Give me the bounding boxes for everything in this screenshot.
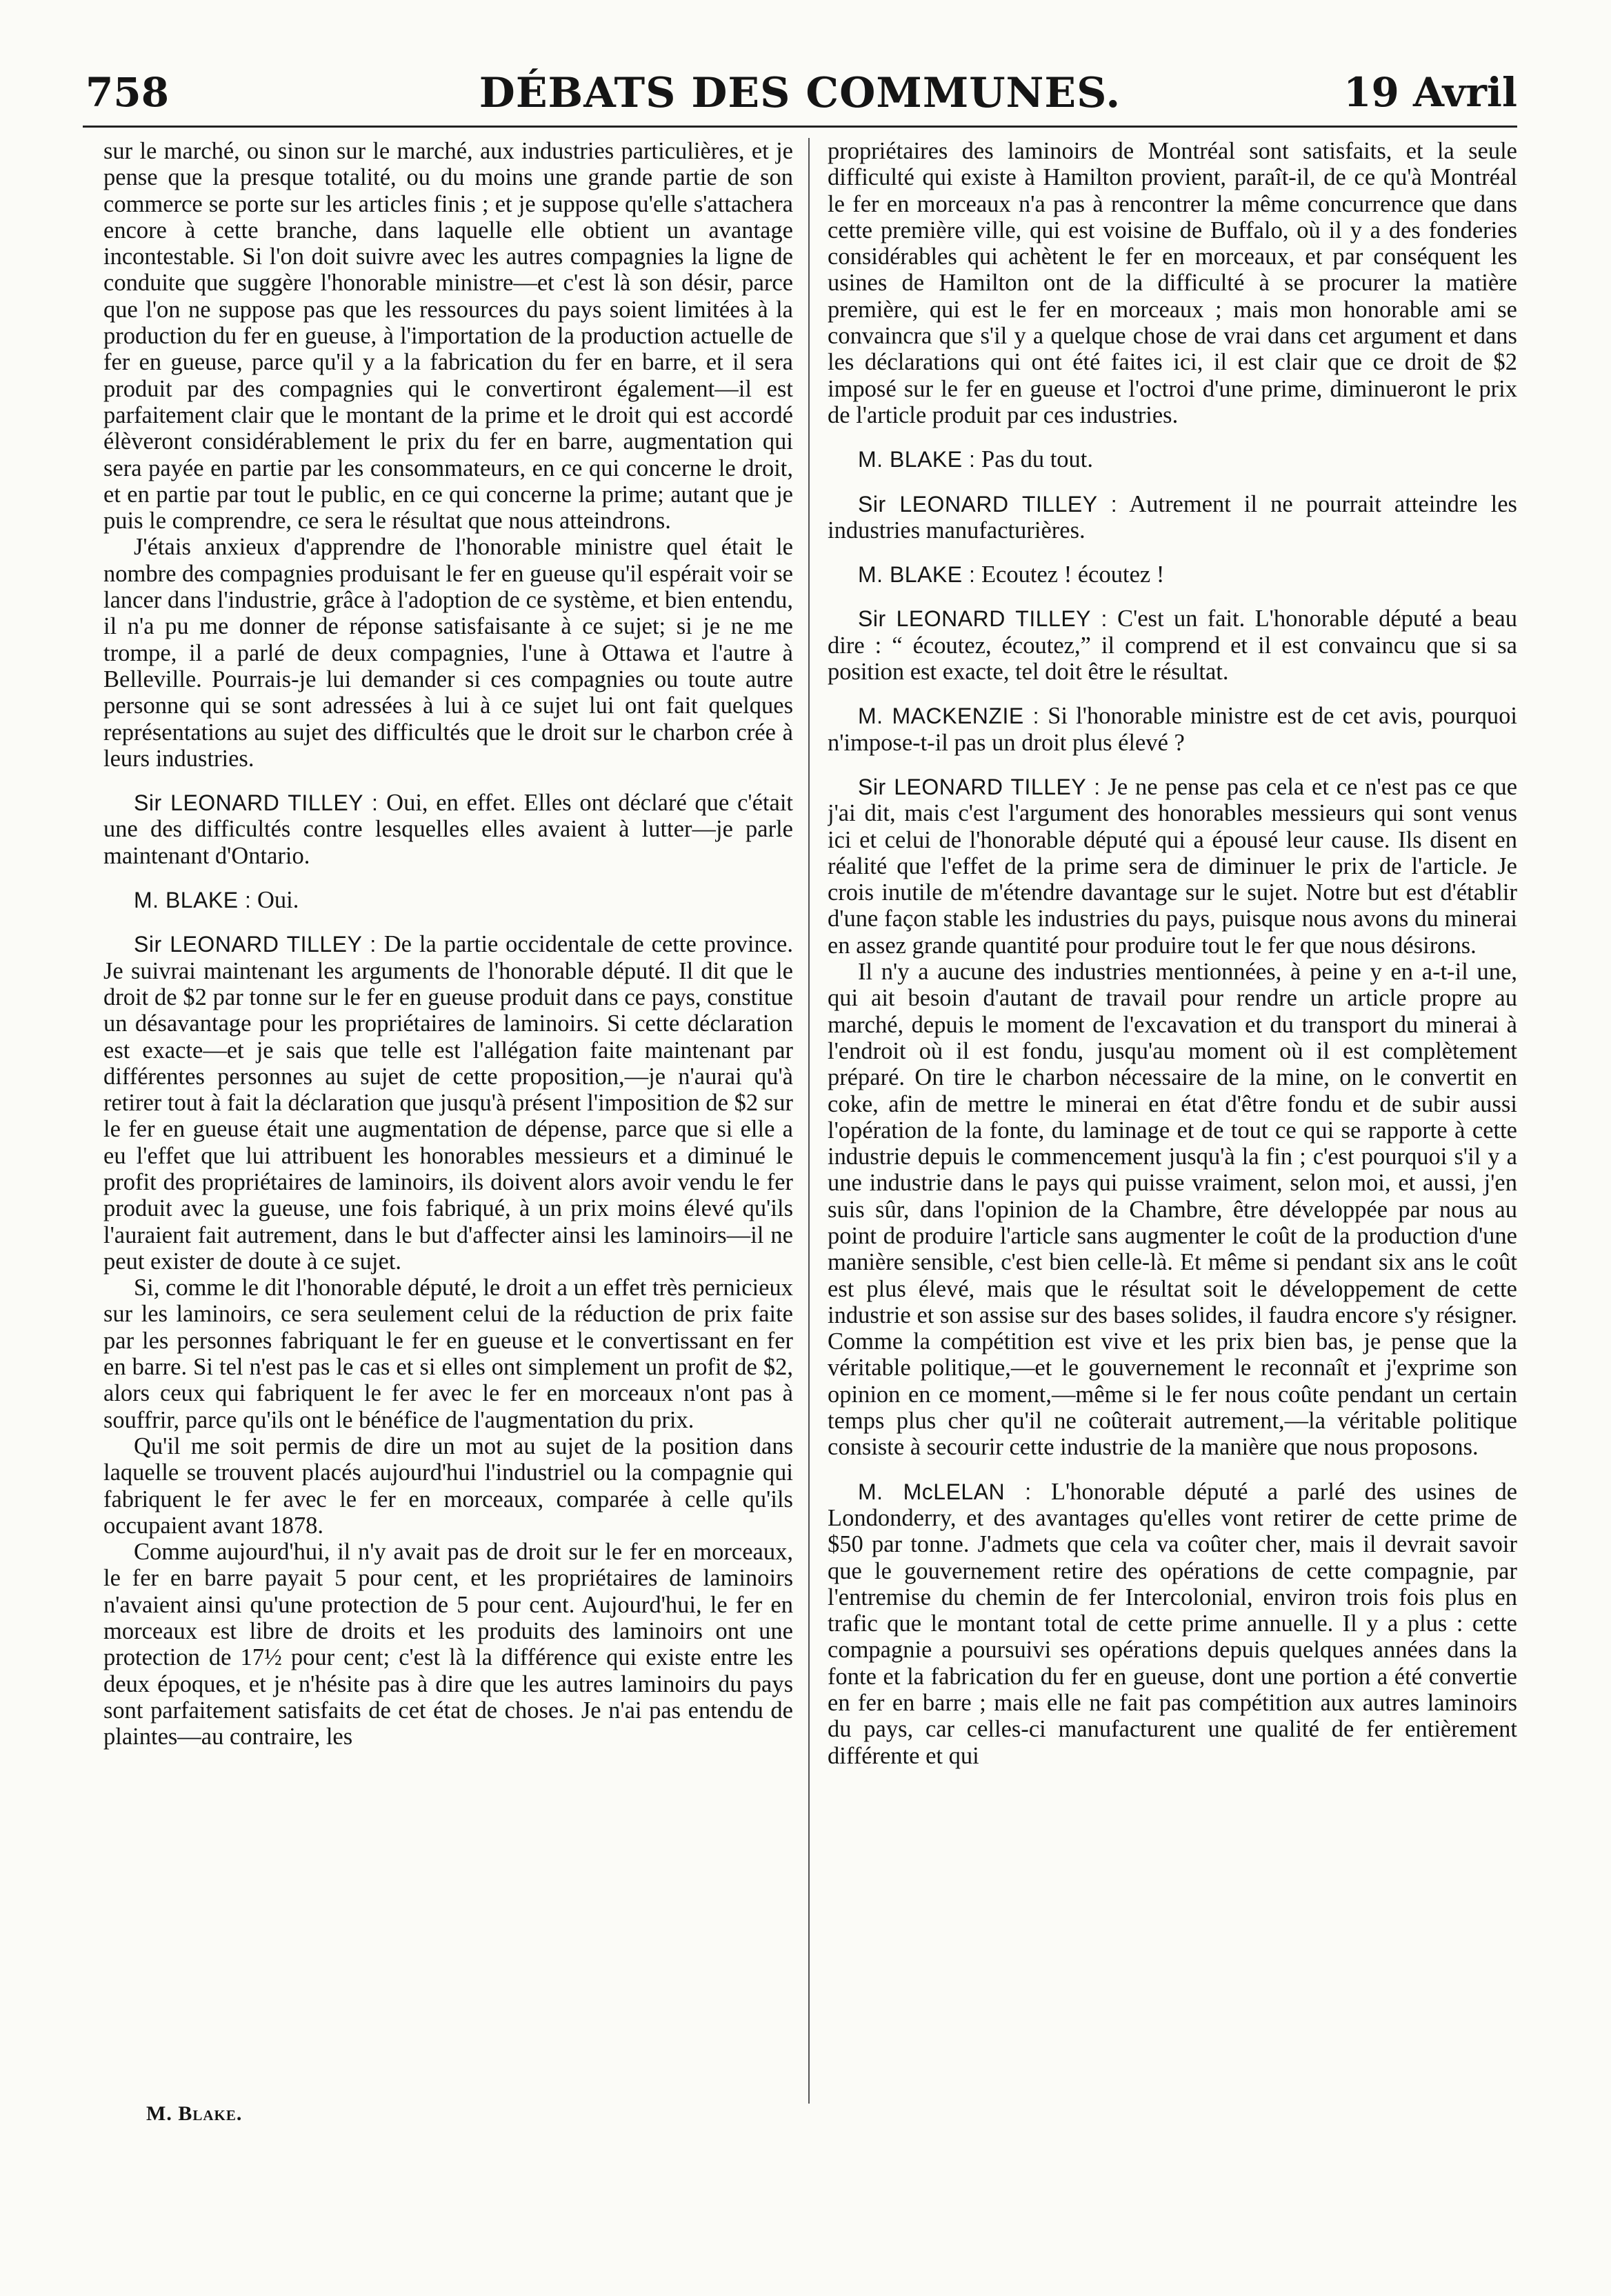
- page-number: 758: [86, 69, 170, 116]
- paragraph: [103, 1433, 793, 1539]
- speaker-name: Sir LEONARD TILLEY :: [858, 774, 1101, 799]
- column-divider: [808, 138, 810, 2104]
- paragraph-text: Comme aujourd'hui, il n'y avait pas de droit sur le fer en morceaux, le fer en barre payait 5 pour cent, et les propriétaires de laminoirs n'avaient ainsi qu'une protection de 5 pour cent. Aujourd'hui, le fer en morceaux est libre de droits et les produits des laminoirs ont une protection de 17½ pour cent; c'est là la différence qui existe entre les deux époques, et je n'hésite pas à dire que les autres laminoirs du pays sont parfaitement satisfaits de cet état de choses. Je n'ai pas entendu de plaintes—au contraire, les: [103, 1539, 793, 1750]
- paragraph-text: C'est un fait. L'honorable député a beau dire : “ écoutez, écoutez,” il comprend et il est convaincu que si sa position est exacte, tel doit être le résultat.: [828, 606, 1517, 686]
- speaker-name: Sir LEONARD TILLEY :: [858, 491, 1118, 517]
- paragraph: [828, 138, 1517, 428]
- paragraph-text: Si, comme le dit l'honorable député, le droit a un effet très pernicieux sur les laminoirs, ce sera seulement celui de la réduction de prix faite par les personnes fabriquant le fer en gueuse et le convertissant en fer en barre. Si tel n'est pas le cas et si elles ont simplement un profit de $2, alors ceux qui fabriquent le fer avec le fer en morceaux n'ont pas à souffrir, parce qu'ils ont le bénéfice de l'augmentation du prix.: [103, 1275, 793, 1433]
- paragraph-text: Je ne pense pas cela et ce n'est pas ce que j'ai dit, mais c'est l'argument des honorables messieurs qui sont venus ici et celui de l'honorable député qui a épousé leur cause. Ils disent en réalité que l'effet de la prime sera de diminuer le prix de l'article. Je crois inutile de m'étendre davantage sur le sujet. Notre but est d'établir d'une façon stable les industries du pays, puisque nous avons du minerai en assez grande quantité pour produire tout le fer que nous désirons.: [828, 773, 1517, 959]
- page-title: DÉBATS DES COMMUNES.: [479, 69, 1121, 117]
- speech-paragraph: [103, 931, 793, 1275]
- paragraph-text: Qu'il me soit permis de dire un mot au sujet de la position dans laquelle se trouvent placés aujourd'hui l'industriel ou la compagnie qui fabriquent le fer avec le fer en morceaux, comparée à celle qu'ils occupaient avant 1878.: [103, 1432, 793, 1539]
- speaker-name: Sir LEONARD TILLEY :: [134, 790, 379, 816]
- paragraph: [103, 534, 793, 772]
- paragraph-text: sur le marché, ou sinon sur le marché, aux industries particulières, et je pense que la presque totalité, ou du moins une grande partie de son commerce se porte sur les articles finis ; et je suppose qu'elle s'attachera encore à cette branche, dans laquelle elle obtient un avantage incontestable. Si l'on doit suivre avec les autres compagnies la ligne de conduite que suggère l'honorable ministre—et c'est là son désir, parce que l'on ne suppose pas que les ressources du pays soient limitées à la production du fer en gueuse, à l'importation de la production actuelle de fer en gueuse, parce qu'il y a la fabrication du fer en barre, et il sera produit par des compagnies qui le convertiront également—il est parfaitement clair que le montant de la prime et le droit qui est accordé élèveront considérablement le prix du fer en barre, augmentation qui sera payée en partie par les consommateurs, en ce qui concerne le droit, et en partie par tout le public, en ce qui concerne la prime; autant que je puis le comprendre, ce sera le résultat que nous atteindrons.: [103, 138, 793, 535]
- speaker-name: M. BLAKE :: [858, 562, 976, 588]
- speaker-name: M. BLAKE :: [858, 447, 976, 472]
- paragraph-text: Oui, en effet. Elles ont déclaré que c'était une des difficultés contre lesquelles elles avaient à lutter—je parle maintenant d'Ontario.: [103, 790, 793, 869]
- speaker-name: Sir LEONARD TILLEY :: [858, 606, 1108, 632]
- paragraph-text: J'étais anxieux d'apprendre de l'honorable ministre quel était le nombre des compagnies produisant le fer en gueuse qu'il espérait voir se lancer dans l'industrie, grâce à l'adoption de ce système, et bien entendu, il n'a pu me donner de réponse satisfaisante à ce sujet; si je ne me trompe, il a parlé de deux compagnies, l'une à Ottawa et l'autre à Belleville. Pourrais-je lui demander si ces compagnies ou toute autre personne qui se sont adressées à lui à ce sujet lui ont fait quelques représentations au sujet des difficultés que le droit sur le charbon crée à leurs industries.: [103, 534, 793, 772]
- speech-paragraph: [828, 561, 1517, 588]
- speaker-name: M. BLAKE :: [134, 888, 252, 913]
- paragraph-text: Il n'y a aucune des industries mentionnées, à peine y en a-t-il une, qui ait besoin d'autant de travail pour rendre un article propre au marché, depuis le moment de l'excavation et du transport du minerai à l'endroit où il est fondu, jusqu'au moment où il est complètement préparé. On tire le charbon nécessaire de la mine, on le convertit en coke, afin de mettre le minerai en état d'être fondu et de subir aussi l'opération de la fonte, du laminage et de tout ce qui se rapporte à cette industrie depuis le commencement jusqu'à la fin ; c'est pourquoi s'il y a une industrie dans le pays qui puisse vraiment, selon moi, et aussi, j'en suis sûr, dans l'opinion de la Chambre, être développée par nous au point de produire l'article sans augmenter le coût de la production d'une manière sensible, c'est bien celle-là. Et même si pendant six ans le coût est plus élevé, mais que le résultat soit le développement de cette industrie et son assise sur des bases solides, il faudra encore s'y résigner. Comme la compétition est vive et les prix bien bas, je pense que la véritable politique,—et le gouvernement le reconnaît et j'exprime son opinion en ce moment,—même si le fer nous coûte pendant un certain temps plus cher qu'il ne coûterait autrement,—la véritable politique consiste à secourir cette industrie de la manière que nous proposons.: [828, 959, 1517, 1461]
- speaker-name: M. MACKENZIE :: [858, 703, 1040, 729]
- speech-paragraph: [828, 491, 1517, 544]
- speech-paragraph: [828, 703, 1517, 756]
- paragraph-text: propriétaires des laminoirs de Montréal sont satisfaits, et la seule difficulté qui existe à Hamilton provient, paraît-il, de ce qu'à Montréal le fer en morceaux n'a pas à rencontrer la même concurrence que dans cette première ville, qui est voisine de Buffalo, où il y a des fonderies considérables qui achètent le fer en morceaux, et par conséquent les usines de Hamilton ont de la difficulté à se procurer la matière première, qui est le fer en morceaux ; mais mon honorable ami se convaincra que s'il y a quelque chose de vrai dans cet argument et dans les déclarations qui ont été faites ici, il est clair que ce droit de $2 imposé sur le fer en gueuse et l'octroi d'une prime, diminueront le prix de l'article produit par ces industries.: [828, 138, 1517, 428]
- speech-paragraph: [828, 774, 1517, 959]
- paragraph-text: L'honorable député a parlé des usines de Londonderry, et des avantages qu'elles vont retirer de cette prime de $50 par tonne. J'admets que cela va coûter cher, mais il devrait savoir que le gouvernement retire des opérations de cette compagnie, par l'entremise du chemin de fer Intercolonial, environ trois fois plus en trafic que le montant total de cette prime annuelle. Il y a plus : cette compagnie a poursuivi ses opérations depuis quelques années dans la fonte et la fabrication du fer en gueuse, dont une portion a été convertie en fer en barre ; mais elle ne fait pas compétition aux autres laminoirs du pays, car celles-ci manufacturent une qualité de fer entièrement différente et qui: [828, 1478, 1517, 1769]
- page-header: [83, 63, 1517, 128]
- speech-paragraph: [103, 887, 793, 913]
- speech-paragraph: [828, 446, 1517, 472]
- speaker-name: Sir LEONARD TILLEY :: [134, 932, 377, 957]
- paragraph-text: Ecoutez ! écoutez !: [981, 561, 1165, 588]
- speech-paragraph: [103, 790, 793, 869]
- paragraph-text: Autrement il ne pourrait atteindre les industries manufacturières.: [828, 490, 1517, 543]
- page-date: 19 Avril: [1343, 69, 1517, 116]
- paragraph-text: Oui.: [257, 887, 299, 914]
- right-column: [828, 138, 1517, 2117]
- paragraph: [828, 959, 1517, 1461]
- paragraph: [103, 1539, 793, 1750]
- paragraph-text: Pas du tout.: [981, 446, 1093, 473]
- speech-paragraph: [828, 606, 1517, 685]
- paragraph-text: De la partie occidentale de cette province. Je suivrai maintenant les arguments de l'honorable député. Il dit que le droit de $2 par tonne sur le fer en gueuse produit dans ce pays, constitue un désavantage pour les propriétaires de laminoirs. Si cette déclaration est exacte—et je sais que telle est l'allégation faite maintenant par différentes personnes au sujet de cette proposition,—je n'aurai qu'à retirer tout à fait la déclaration que jusqu'à présent l'imposition de $2 sur le fer en gueuse était une augmentation de dépense, parce que si elle a eu l'effet que lui attribuent les honorables messieurs et a diminué le profit des propriétaires de laminoirs, ils doivent alors avoir vendu le fer produit avec la gueuse, une fois fabriqué, à un prix moins élevé qu'ils l'auraient fait autrement, dans le but d'affecter ainsi les laminoirs—il ne peut exister de doute à ce sujet.: [103, 931, 793, 1275]
- left-column: [103, 138, 793, 2117]
- paragraph-text: Si l'honorable ministre est de cet avis, pourquoi n'impose-t-il pas un droit plus élevé ?: [828, 703, 1517, 756]
- running-footer: M. Blake.: [146, 2102, 243, 2125]
- speech-paragraph: [828, 1479, 1517, 1769]
- speaker-name: M. McLELAN :: [858, 1479, 1032, 1504]
- paragraph: [103, 1275, 793, 1433]
- paragraph: [103, 138, 793, 534]
